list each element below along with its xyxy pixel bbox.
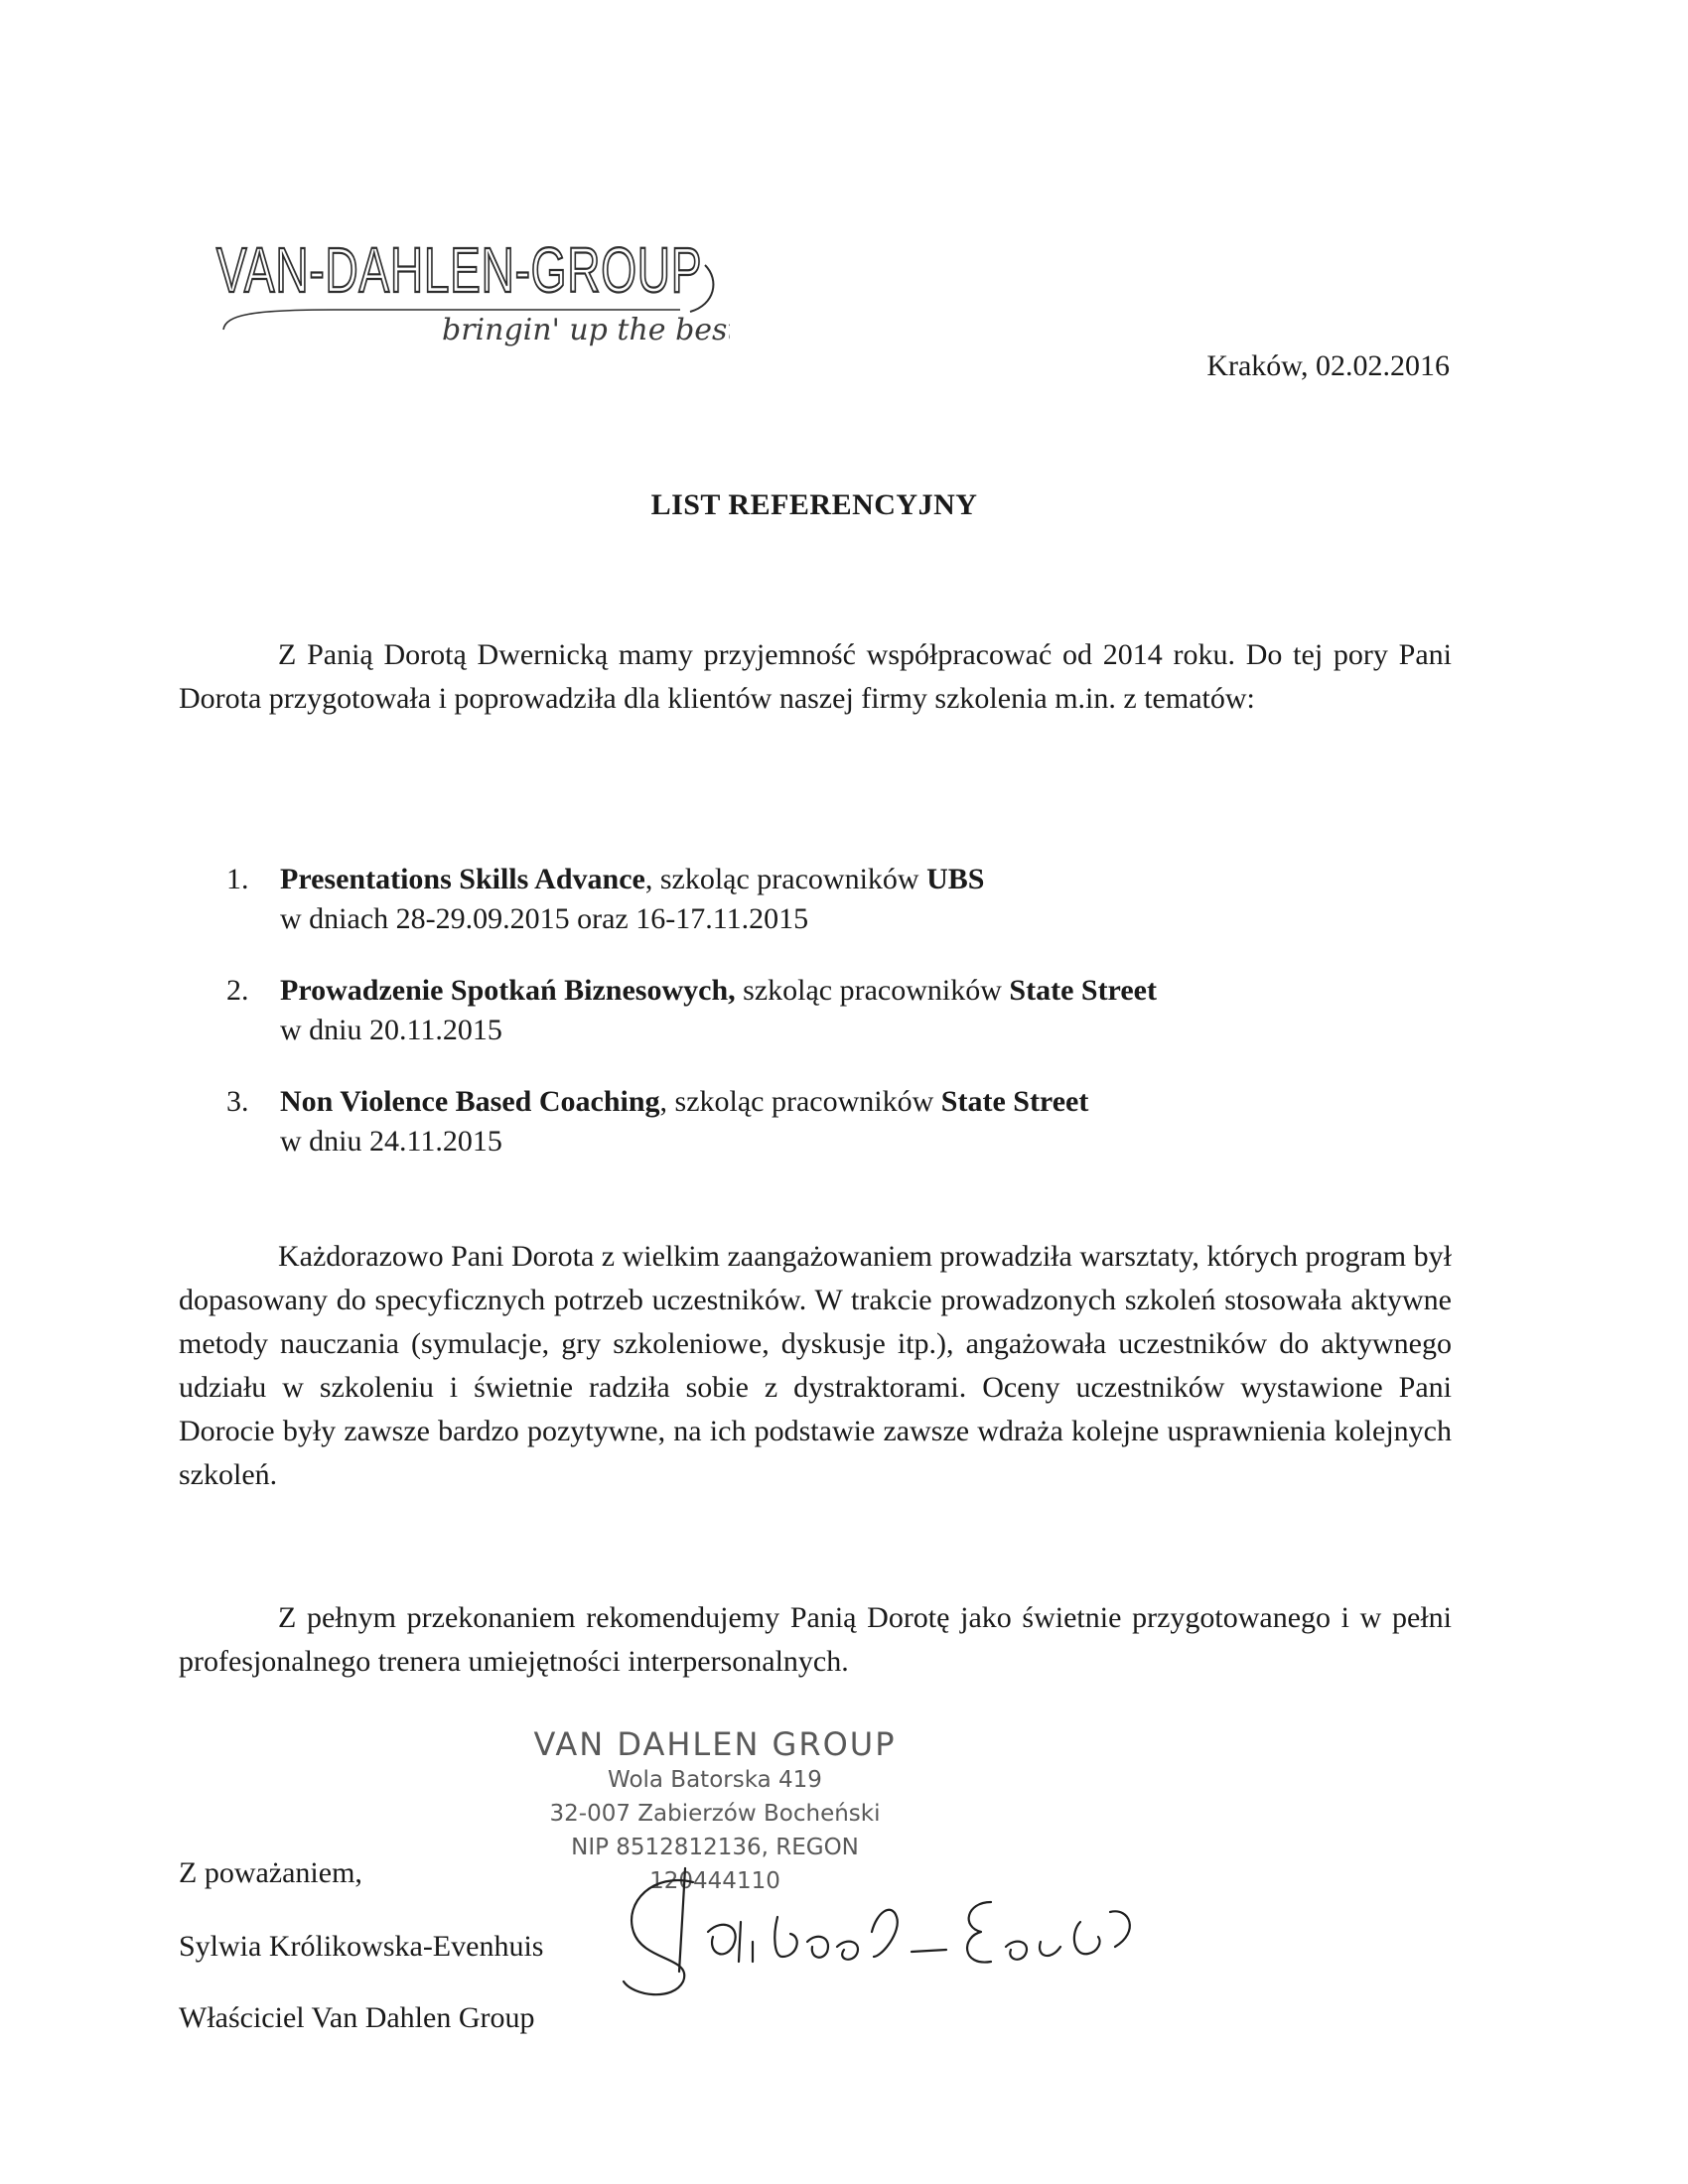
training-client: State Street: [940, 1085, 1089, 1118]
training-topic: Prowadzenie Spotkań Biznesowych,: [280, 974, 736, 1007]
training-topic: Presentations Skills Advance: [280, 863, 645, 895]
training-dates: w dniach 28-29.09.2015 oraz 16-17.11.2015: [280, 902, 809, 935]
training-middle: , szkoląc pracowników: [659, 1085, 941, 1118]
logo-tagline: bringin' up the best: [442, 313, 730, 347]
letter-date: Kraków, 02.02.2016: [1206, 349, 1450, 382]
closing-paragraph: Z pełnym przekonaniem rekomendujemy Panią Dorotę jako świetnie przygotowanego i w pełni profesjonalnego trenera umiejętności interpersonalnych.: [179, 1601, 1452, 1678]
signer-role: Właściciel Van Dahlen Group: [179, 2001, 535, 2034]
stamp-company-name: VAN DAHLEN GROUP: [533, 1725, 897, 1763]
training-client: UBS: [926, 863, 985, 895]
training-middle: szkoląc pracowników: [735, 974, 1010, 1007]
signer-name: Sylwia Królikowska-Evenhuis: [179, 1930, 544, 1963]
regards-line: Z poważaniem,: [179, 1856, 362, 1889]
training-dates: w dniu 20.11.2015: [280, 1014, 502, 1046]
document-title: LIST REFERENCYJNY: [650, 488, 978, 521]
stamp-city: 32-007 Zabierzów Bocheński: [549, 1801, 881, 1827]
stamp-street: Wola Batorska 419: [608, 1767, 822, 1793]
list-number: 1.: [226, 863, 249, 895]
training-client: State Street: [1009, 974, 1157, 1007]
intro-paragraph: Z Panią Dorotą Dwernicką mamy przyjemność współpracować od 2014 roku. Do tej pory Pani Dorota przygotowała i poprowadziła dla klientów naszej firmy szkolenia m.in. z tematów:: [179, 638, 1452, 715]
list-number: 2.: [226, 974, 249, 1007]
body-paragraph: Każdorazowo Pani Dorota z wielkim zaangażowaniem prowadziła warsztaty, których program był dopasowany do specyficznych potrzeb uczestników. W trakcie prowadzonych szkoleń stosowała aktywne metody nauczania (symulacje, gry szkoleniowe, dyskusje itp.), angażowała uczestników do aktywnego udziału w szkoleniu i świetnie radziła sobie z dystraktorami. Oceny uczestników wystawione Pani Dorocie były zawsze bardzo pozytywne, na ich podstawie zawsze wdraża kolejne usprawnienia kolejnych szkoleń.: [179, 1240, 1452, 1491]
training-topic: Non Violence Based Coaching: [280, 1085, 660, 1118]
company-logo: [213, 220, 730, 351]
list-number: 3.: [226, 1085, 249, 1118]
training-dates: w dniu 24.11.2015: [280, 1125, 502, 1158]
logo-wordmark: VAN-DAHLEN-GROUP: [215, 234, 703, 306]
stamp-ids: NIP 8512812136, REGON 120444110: [571, 1835, 859, 1894]
handwritten-signature: [614, 1862, 1170, 2021]
training-middle: , szkoląc pracowników: [644, 863, 927, 895]
